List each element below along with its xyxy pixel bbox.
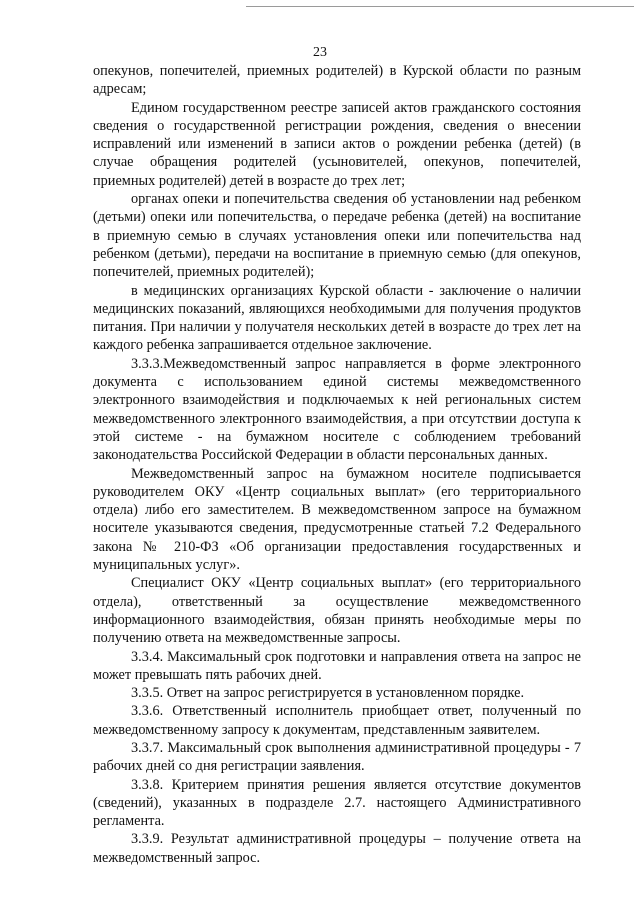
- paragraph-3-3-6: 3.3.6. Ответственный исполнитель приобщает ответ, полученный по межведомственному запросу к документам, представленным заявителем.: [93, 703, 581, 738]
- paragraph-civil-registry: Едином государственном реестре записей актов гражданского состояния сведения о государственной регистрации рождения, сведения о внесении исправлений или изменений в записи актов о рождении ребенка (детей) (в случае обращения родителей (усыновителей, опекунов, попечителей, приемных родителей) детей в возрасте до трех лет;: [93, 99, 581, 189]
- paragraph-3-3-3: 3.3.3.Межведомственный запрос направляется в форме электронного документа с использованием единой системы межведомственного электронного взаимодействия и подключаемых к ней региональных систем межведомственного электронного взаимодействия, а при отсутствии доступа к этой системе - на бумажном носителе с соблюдением требований законодательства Российской Федерации в области персональных данных.: [93, 355, 581, 464]
- paragraph-medical-organizations: в медицинских организациях Курской области - заключение о наличии медицинских показаний, являющихся необходимыми для получения продуктов питания. При наличии у получателя нескольких детей в возрасте до трех лет на каждого ребенка запрашивается отдельное заключение.: [93, 282, 581, 354]
- paragraph-3-3-4: 3.3.4. Максимальный срок подготовки и направления ответа на запрос не может превышать пять рабочих дней.: [93, 648, 581, 683]
- paragraph-3-3-5: 3.3.5. Ответ на запрос регистрируется в установленном порядке.: [131, 685, 525, 702]
- paragraph-paper-request: Межведомственный запрос на бумажном носителе подписывается руководителем ОКУ «Центр социальных выплат» (его территориального отдела) либо его заместителем. В межведомственном запросе на бумажном носителе указываются сведения, предусмотренные статьей 7.2 Федерального закона № 210-ФЗ «Об организации предоставления государственных и муниципальных услуг».: [93, 465, 581, 574]
- paragraph-guardians-addresses: опекунов, попечителей, приемных родителей) в Курской области по разным адресам;: [93, 63, 581, 98]
- paragraph-3-3-8: 3.3.8. Критерием принятия решения является отсутствие документов (сведений), указанных в подразделе 2.7. настоящего Административного регламента.: [93, 776, 581, 830]
- page-number: 23: [313, 45, 327, 60]
- paragraph-3-3-9: 3.3.9. Результат административной процедуры – получение ответа на межведомственный запрос.: [93, 831, 581, 866]
- paragraph-guardianship-bodies: органах опеки и попечительства сведения об установлении над ребенком (детьми) опеки или попечительства, о передаче ребенка (детей) на воспитание в приемную семью в случаях установления опеки или попечительства над ребенком (детьми), передачи на воспитание в приемную семью (для опекунов, попечителей, приемных родителей);: [93, 191, 581, 281]
- paragraph-3-3-7: 3.3.7. Максимальный срок выполнения административной процедуры - 7 рабочих дней со дня регистрации заявления.: [93, 739, 581, 775]
- paragraph-specialist: Специалист ОКУ «Центр социальных выплат» (его территориального отдела), ответственный за осуществление межведомственного информационного взаимодействия, обязан принять необходимые меры по получению ответа на межведомственные запросы.: [93, 575, 581, 647]
- document-body: [93, 62, 581, 867]
- top-border-line: [246, 6, 634, 7]
